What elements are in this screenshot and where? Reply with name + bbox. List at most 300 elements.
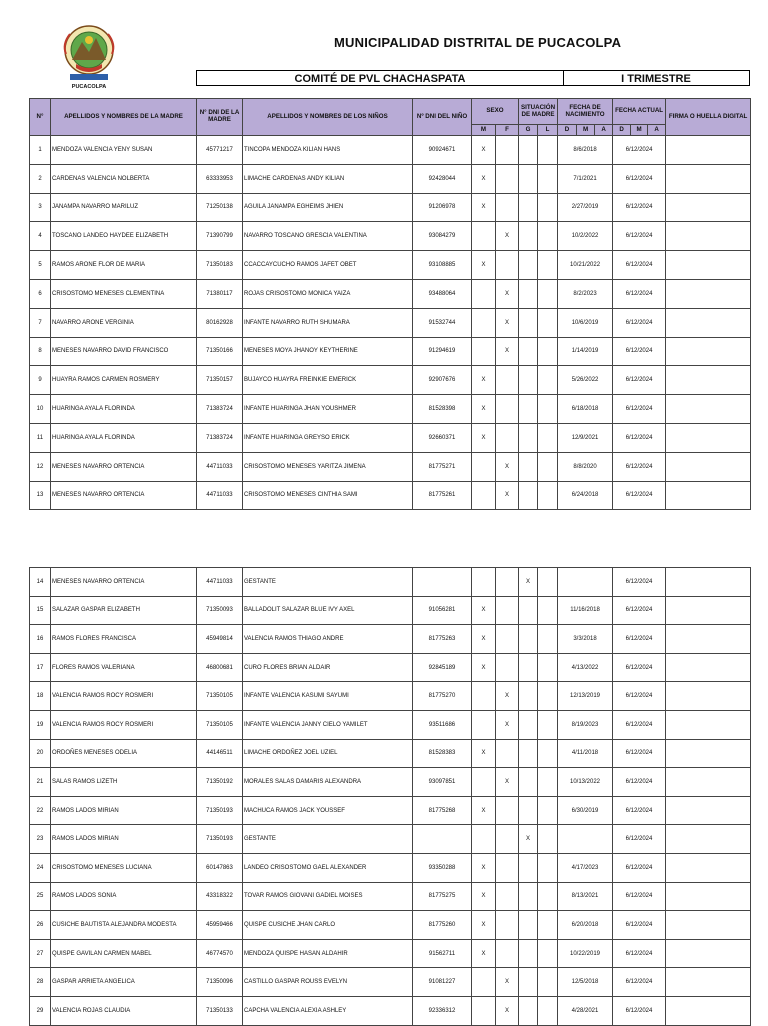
situation-l (538, 682, 558, 711)
signature-cell[interactable] (666, 366, 751, 395)
sex-f (496, 825, 519, 854)
mother-dni: 71350192 (197, 768, 243, 797)
situation-l (538, 911, 558, 940)
situation-l (538, 596, 558, 625)
row-number: 15 (30, 596, 51, 625)
sex-f (496, 625, 519, 654)
situation-l (538, 308, 558, 337)
current-date: 6/12/2024 (613, 395, 666, 424)
signature-cell[interactable] (666, 653, 751, 682)
child-name: BALLADOLIT SALAZAR BLUE IVY AXEL (243, 596, 413, 625)
municipality-logo (58, 24, 120, 94)
sex-f: X (496, 710, 519, 739)
sex-f (496, 366, 519, 395)
mother-dni: 44711033 (197, 452, 243, 481)
table-row (30, 739, 751, 768)
birth-date: 10/6/2019 (558, 308, 613, 337)
table-row (30, 395, 751, 424)
signature-cell[interactable] (666, 996, 751, 1025)
sex-m: X (472, 193, 496, 222)
child-dni: 90924671 (413, 136, 472, 165)
situation-l (538, 423, 558, 452)
sex-m: X (472, 164, 496, 193)
row-number: 25 (30, 882, 51, 911)
sex-f (496, 653, 519, 682)
current-date: 6/12/2024 (613, 279, 666, 308)
signature-cell[interactable] (666, 939, 751, 968)
birth-date: 6/30/2019 (558, 796, 613, 825)
situation-g (519, 193, 538, 222)
signature-cell[interactable] (666, 193, 751, 222)
table-row (30, 996, 751, 1025)
mother-dni: 71350166 (197, 337, 243, 366)
child-dni: 91081227 (413, 968, 472, 997)
birth-date: 6/24/2018 (558, 481, 613, 510)
situation-l (538, 710, 558, 739)
situation-g (519, 996, 538, 1025)
sub-m: M (472, 125, 496, 136)
table-row (30, 568, 751, 597)
child-name: TINCOPA MENDOZA KILIAN HANS (243, 136, 413, 165)
mother-name: SALAS RAMOS LIZETH (51, 768, 197, 797)
signature-cell[interactable] (666, 452, 751, 481)
child-name: QUISPE CUSICHE JHAN CARLO (243, 911, 413, 940)
situation-l (538, 279, 558, 308)
mother-name: MENESES NAVARRO ORTENCIA (51, 481, 197, 510)
child-name: BUJAYCO HUAYRA FREINKIE EMERICK (243, 366, 413, 395)
birth-date: 3/3/2018 (558, 625, 613, 654)
situation-l (538, 739, 558, 768)
row-number: 12 (30, 452, 51, 481)
sex-f: X (496, 337, 519, 366)
sex-f (496, 568, 519, 597)
mother-dni: 71350183 (197, 251, 243, 280)
situation-g (519, 882, 538, 911)
mother-dni: 71350093 (197, 596, 243, 625)
situation-g (519, 710, 538, 739)
sex-f: X (496, 279, 519, 308)
mother-dni: 46800681 (197, 653, 243, 682)
child-name: INFANTE HUARINGA GREYSO ERICK (243, 423, 413, 452)
sex-m (472, 996, 496, 1025)
child-name: CRISOSTOMO MENESES CINTHIA SAMI (243, 481, 413, 510)
current-date: 6/12/2024 (613, 423, 666, 452)
birth-date: 10/2/2022 (558, 222, 613, 251)
col-current-date: FECHA ACTUAL (613, 99, 666, 125)
signature-cell[interactable] (666, 164, 751, 193)
situation-g (519, 853, 538, 882)
mother-name: MENDOZA VALENCIA YENY SUSAN (51, 136, 197, 165)
situation-g (519, 222, 538, 251)
birth-date: 8/6/2018 (558, 136, 613, 165)
mother-name: HUARINGA AYALA FLORINDA (51, 423, 197, 452)
birth-date: 10/22/2019 (558, 939, 613, 968)
col-num: N° (30, 99, 51, 136)
sex-f (496, 796, 519, 825)
row-number: 11 (30, 423, 51, 452)
mother-dni: 71383724 (197, 423, 243, 452)
situation-l (538, 653, 558, 682)
table-row (30, 825, 751, 854)
sex-m: X (472, 882, 496, 911)
child-dni: 81775271 (413, 452, 472, 481)
mother-dni: 45771217 (197, 136, 243, 165)
row-number: 9 (30, 366, 51, 395)
sub-a: A (595, 125, 613, 136)
table-row (30, 308, 751, 337)
mother-dni: 71390799 (197, 222, 243, 251)
mother-dni: 46774570 (197, 939, 243, 968)
sex-f: X (496, 452, 519, 481)
row-number: 29 (30, 996, 51, 1025)
table-row (30, 882, 751, 911)
signature-cell[interactable] (666, 596, 751, 625)
table-row (30, 481, 751, 510)
birth-date (558, 568, 613, 597)
current-date: 6/12/2024 (613, 682, 666, 711)
signature-cell[interactable] (666, 136, 751, 165)
table-row (30, 366, 751, 395)
situation-l (538, 222, 558, 251)
table-row (30, 164, 751, 193)
situation-l (538, 366, 558, 395)
situation-g: X (519, 568, 538, 597)
sex-f: X (496, 682, 519, 711)
table-row (30, 710, 751, 739)
child-dni: 93084279 (413, 222, 472, 251)
signature-cell[interactable] (666, 423, 751, 452)
sex-f: X (496, 222, 519, 251)
situation-l (538, 395, 558, 424)
sub-a2: A (648, 125, 666, 136)
row-number: 14 (30, 568, 51, 597)
birth-date: 8/8/2020 (558, 452, 613, 481)
logo-caption: PUCACOLPA (71, 84, 107, 90)
signature-cell[interactable] (666, 968, 751, 997)
row-number: 5 (30, 251, 51, 280)
signature-cell[interactable] (666, 279, 751, 308)
row-number: 13 (30, 481, 51, 510)
situation-g (519, 395, 538, 424)
mother-dni: 71350157 (197, 366, 243, 395)
child-dni: 91206978 (413, 193, 472, 222)
mother-name: HUAYRA RAMOS CARMEN ROSMERY (51, 366, 197, 395)
sub-d: D (558, 125, 577, 136)
birth-date: 5/26/2022 (558, 366, 613, 395)
row-number: 18 (30, 682, 51, 711)
mother-name: RAMOS LADOS SONIA (51, 882, 197, 911)
sex-f: X (496, 308, 519, 337)
current-date: 6/12/2024 (613, 366, 666, 395)
current-date: 6/12/2024 (613, 337, 666, 366)
child-dni: 81528398 (413, 395, 472, 424)
sex-m (472, 222, 496, 251)
table-row (30, 968, 751, 997)
mother-dni: 71350133 (197, 996, 243, 1025)
table-row (30, 596, 751, 625)
birth-date: 10/21/2022 (558, 251, 613, 280)
sex-f (496, 423, 519, 452)
mother-name: MENESES NAVARRO ORTENCIA (51, 452, 197, 481)
situation-g (519, 968, 538, 997)
signature-cell[interactable] (666, 710, 751, 739)
situation-g: X (519, 825, 538, 854)
signature-cell[interactable] (666, 337, 751, 366)
mother-dni: 71380117 (197, 279, 243, 308)
signature-cell[interactable] (666, 739, 751, 768)
signature-cell[interactable] (666, 395, 751, 424)
sex-m (472, 825, 496, 854)
child-dni: 93488064 (413, 279, 472, 308)
signature-cell[interactable] (666, 825, 751, 854)
sub-l: L (538, 125, 558, 136)
situation-g (519, 481, 538, 510)
sex-m: X (472, 939, 496, 968)
child-dni: 92907676 (413, 366, 472, 395)
child-dni (413, 568, 472, 597)
current-date: 6/12/2024 (613, 136, 666, 165)
mother-name: SALAZAR GASPAR ELIZABETH (51, 596, 197, 625)
mother-dni: 63333953 (197, 164, 243, 193)
beneficiaries-table-bottom (29, 567, 751, 1026)
sex-m (472, 968, 496, 997)
birth-date: 4/11/2018 (558, 739, 613, 768)
situation-g (519, 939, 538, 968)
mother-name: RAMOS LADOS MIRIAN (51, 796, 197, 825)
situation-l (538, 968, 558, 997)
sex-m: X (472, 251, 496, 280)
mother-name: JANAMPA NAVARRO MARILUZ (51, 193, 197, 222)
sex-f (496, 136, 519, 165)
sex-f (496, 911, 519, 940)
child-name: CCACCAYCUCHO RAMOS JAFET OBET (243, 251, 413, 280)
current-date: 6/12/2024 (613, 596, 666, 625)
current-date: 6/12/2024 (613, 625, 666, 654)
child-dni: 91532744 (413, 308, 472, 337)
situation-g (519, 308, 538, 337)
mother-dni: 71350193 (197, 825, 243, 854)
child-name: LIMACHE ORDOÑEZ JOEL UZIEL (243, 739, 413, 768)
current-date: 6/12/2024 (613, 452, 666, 481)
child-name: MACHUCA RAMOS JACK YOUSSEF (243, 796, 413, 825)
mother-name: GASPAR ARRIETA ANGELICA (51, 968, 197, 997)
child-dni: 93350288 (413, 853, 472, 882)
committee-title: COMITÉ DE PVL CHACHASPATA (196, 70, 564, 86)
sub-f: F (496, 125, 519, 136)
situation-l (538, 452, 558, 481)
situation-g (519, 739, 538, 768)
situation-l (538, 337, 558, 366)
situation-l (538, 251, 558, 280)
signature-cell[interactable] (666, 481, 751, 510)
child-dni: 91056281 (413, 596, 472, 625)
beneficiaries-table-top (29, 98, 751, 510)
current-date: 6/12/2024 (613, 222, 666, 251)
mother-dni: 71350193 (197, 796, 243, 825)
mother-name: TOSCANO LANDEO HAYDEE ELIZABETH (51, 222, 197, 251)
birth-date: 12/5/2018 (558, 968, 613, 997)
current-date: 6/12/2024 (613, 568, 666, 597)
row-number: 20 (30, 739, 51, 768)
birth-date: 6/18/2018 (558, 395, 613, 424)
sex-f: X (496, 968, 519, 997)
current-date: 6/12/2024 (613, 768, 666, 797)
table-row (30, 653, 751, 682)
table-row (30, 222, 751, 251)
row-number: 28 (30, 968, 51, 997)
sex-m: X (472, 136, 496, 165)
mother-name: HUARINGA AYALA FLORINDA (51, 395, 197, 424)
row-number: 6 (30, 279, 51, 308)
child-name: CRISOSTOMO MENESES YARITZA JIMENA (243, 452, 413, 481)
current-date: 6/12/2024 (613, 796, 666, 825)
sex-m: X (472, 653, 496, 682)
mother-dni: 60147863 (197, 853, 243, 882)
mother-name: VALENCIA RAMOS ROCY ROSMERI (51, 682, 197, 711)
mother-name: FLORES RAMOS VALERIANA (51, 653, 197, 682)
sex-m (472, 568, 496, 597)
signature-cell[interactable] (666, 682, 751, 711)
sex-m: X (472, 911, 496, 940)
current-date: 6/12/2024 (613, 882, 666, 911)
row-number: 17 (30, 653, 51, 682)
sex-f (496, 395, 519, 424)
situation-g (519, 423, 538, 452)
child-dni: 91294619 (413, 337, 472, 366)
col-sex: SEXO (472, 99, 519, 125)
sex-m: X (472, 853, 496, 882)
situation-l (538, 193, 558, 222)
sex-m (472, 337, 496, 366)
row-number: 16 (30, 625, 51, 654)
signature-cell[interactable] (666, 568, 751, 597)
sex-f (496, 939, 519, 968)
signature-cell[interactable] (666, 796, 751, 825)
current-date: 6/12/2024 (613, 911, 666, 940)
situation-l (538, 768, 558, 797)
sex-m (472, 308, 496, 337)
child-name: GESTANTE (243, 825, 413, 854)
situation-g (519, 279, 538, 308)
birth-date: 4/17/2023 (558, 853, 613, 882)
situation-g (519, 911, 538, 940)
child-dni: 91562711 (413, 939, 472, 968)
row-number: 3 (30, 193, 51, 222)
sex-m: X (472, 796, 496, 825)
birth-date: 1/14/2019 (558, 337, 613, 366)
row-number: 27 (30, 939, 51, 968)
mother-dni: 45949814 (197, 625, 243, 654)
signature-cell[interactable] (666, 882, 751, 911)
child-name: LANDEO CRISOSTOMO GAEL ALEXANDER (243, 853, 413, 882)
table-row (30, 193, 751, 222)
sex-f (496, 164, 519, 193)
sex-f: X (496, 768, 519, 797)
current-date: 6/12/2024 (613, 193, 666, 222)
sex-m: X (472, 423, 496, 452)
situation-l (538, 136, 558, 165)
birth-date: 12/9/2021 (558, 423, 613, 452)
child-name: INFANTE VALENCIA KASUMI SAYUMI (243, 682, 413, 711)
table-row (30, 423, 751, 452)
sex-m (472, 481, 496, 510)
signature-cell[interactable] (666, 911, 751, 940)
mother-name: VALENCIA RAMOS ROCY ROSMERI (51, 710, 197, 739)
birth-date: 4/13/2022 (558, 653, 613, 682)
current-date: 6/12/2024 (613, 996, 666, 1025)
child-dni: 92336312 (413, 996, 472, 1025)
child-name: LIMACHE CARDENAS ANDY KILIAN (243, 164, 413, 193)
mother-name: ORDOÑES MENESES ODELIA (51, 739, 197, 768)
table-row (30, 853, 751, 882)
sex-f: X (496, 481, 519, 510)
mother-name: QUISPE GAVILAN CARMEN MABEL (51, 939, 197, 968)
situation-g (519, 596, 538, 625)
signature-cell[interactable] (666, 853, 751, 882)
current-date: 6/12/2024 (613, 853, 666, 882)
signature-cell[interactable] (666, 768, 751, 797)
sub-month2: M (631, 125, 648, 136)
child-name: MENESES MOYA JHANOY KEYTHERINE (243, 337, 413, 366)
sex-m (472, 279, 496, 308)
child-name: INFANTE HUARINGA JHAN YOUSHMER (243, 395, 413, 424)
current-date: 6/12/2024 (613, 164, 666, 193)
birth-date: 10/13/2022 (558, 768, 613, 797)
signature-cell[interactable] (666, 222, 751, 251)
situation-g (519, 796, 538, 825)
mother-name: RAMOS FLORES FRANCISCA (51, 625, 197, 654)
signature-cell[interactable] (666, 625, 751, 654)
situation-l (538, 939, 558, 968)
situation-g (519, 251, 538, 280)
table-row (30, 452, 751, 481)
row-number: 23 (30, 825, 51, 854)
sex-f (496, 596, 519, 625)
mother-dni: 45959466 (197, 911, 243, 940)
sex-m (472, 768, 496, 797)
child-name: INFANTE VALENCIA JANNY CIELO YAMILET (243, 710, 413, 739)
signature-cell[interactable] (666, 308, 751, 337)
table-row (30, 625, 751, 654)
child-dni: 81775260 (413, 911, 472, 940)
mother-name: MENESES NAVARRO ORTENCIA (51, 568, 197, 597)
child-name: CURO FLORES BRIAN ALDAIR (243, 653, 413, 682)
situation-g (519, 366, 538, 395)
birth-date: 8/13/2021 (558, 882, 613, 911)
situation-g (519, 653, 538, 682)
col-birth-date: FECHA DE NACIMIENTO (558, 99, 613, 125)
col-mother: APELLIDOS Y NOMBRES DE LA MADRE (51, 99, 197, 136)
sub-d2: D (613, 125, 631, 136)
mother-dni: 44711033 (197, 481, 243, 510)
current-date: 6/12/2024 (613, 308, 666, 337)
child-dni: 93108885 (413, 251, 472, 280)
birth-date: 7/1/2021 (558, 164, 613, 193)
mother-dni: 71350105 (197, 710, 243, 739)
row-number: 22 (30, 796, 51, 825)
row-number: 2 (30, 164, 51, 193)
row-number: 24 (30, 853, 51, 882)
row-number: 26 (30, 911, 51, 940)
mother-dni: 71350096 (197, 968, 243, 997)
row-number: 7 (30, 308, 51, 337)
child-dni: 92660371 (413, 423, 472, 452)
table-row (30, 337, 751, 366)
child-name: MORALES SALAS DAMARIS ALEXANDRA (243, 768, 413, 797)
signature-cell[interactable] (666, 251, 751, 280)
mother-name: MENESES NAVARRO DAVID FRANCISCO (51, 337, 197, 366)
birth-date: 11/16/2018 (558, 596, 613, 625)
